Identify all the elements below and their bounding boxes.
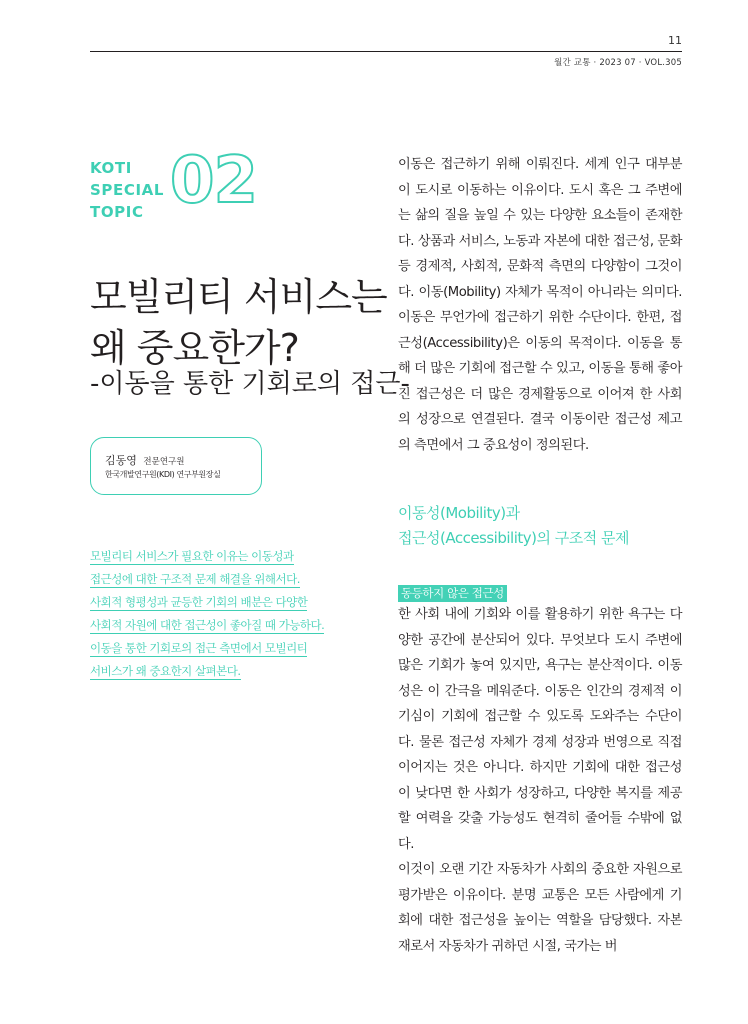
author-name: 김동영 [105, 454, 137, 467]
topic-label-line: SPECIAL [90, 181, 164, 199]
author-organization: 한국개발연구원(KDI) 연구부원장실 [105, 470, 221, 479]
intro-paragraph: 이동은 접근하기 위해 이뤄진다. 세계 인구 대부분이 도시로 이동하는 이유이다. 도시 혹은 그 주변에는 삶의 질을 높일 수 있는 다양한 요소들이 존재한다. 상품과 서비스, 노동과 자본에 대한 접근성, 문화 등 경제적, 사회적, 문화적 측면의 다양함이 그것이다. 이동(Mobility) 자체가 목적이 아니라는 의미다. 이동은 무언가에 접근하기 위한 수단이다. 한편, 접근성(Accessibility)은 이동의 목적이다. 이동을 통해 더 많은 기회에 접근할 수 있고, 이동을 통해 좋아진 접근성은 더 많은 경제활동으로 이어져 한 사회의 성장으로 연결된다. 결국 이동이란 접근성 제고의 측면에서 그 중요성이 정의된다. [398, 157, 682, 453]
running-head: 월간 교통 · 2023 07 · VOL.305 [554, 58, 682, 68]
body-paragraph-1: 한 사회 내에 기회와 이를 활용하기 위한 욕구는 다양한 공간에 분산되어 있다. 무엇보다 도시 주변에 많은 기회가 놓여 있지만, 욕구는 분산적이다. 이동성은 이 간극을 메워준다. 이동은 인간의 경제적 이기심이 기회에 접근할 수 있도록 도와주는 수단이다. 물론 접근성 자체가 경제 성장과 번영으로 직접 이어지는 것은 아니다. 하지만 기회에 대한 접근성이 낮다면 한 사회가 성장하고, 다양한 복지를 제공할 여력을 갖출 가능성도 현격히 줄어들 수밖에 없다. [398, 607, 682, 852]
summary-line: 사회적 형평성과 균등한 기회의 배분은 다양한 [90, 595, 308, 609]
title-line-1: 모빌리티 서비스는 [90, 275, 387, 319]
topic-label-line: KOTI [90, 159, 132, 177]
page-number: 11 [668, 34, 682, 47]
section-heading-line-2: 접근성(Accessibility)의 구조적 문제 [398, 529, 629, 547]
topic-label-line: TOPIC [90, 203, 144, 221]
summary-line: 사회적 자원에 대한 접근성이 좋아질 때 가능하다. [90, 618, 325, 632]
author-box [90, 437, 262, 495]
topic-number: 02 [170, 144, 258, 218]
summary-line: 서비스가 왜 중요한지 살펴본다. [90, 664, 241, 678]
summary-line: 이동을 통한 기회로의 접근 측면에서 모빌리티 [90, 641, 308, 655]
header-rule [90, 51, 682, 52]
summary-line: 모빌리티 서비스가 필요한 이유는 이동성과 [90, 549, 294, 563]
title-line-2: 왜 중요한가? [90, 326, 299, 370]
section-heading-line-1: 이동성(Mobility)과 [398, 504, 520, 522]
section-heading [398, 501, 682, 551]
topic-label [90, 157, 164, 223]
article-title [90, 272, 390, 374]
author-position: 전문연구원 [143, 457, 185, 467]
body-column [398, 152, 682, 959]
subheading-tag: 동등하지 않은 접근성 [398, 585, 507, 602]
summary-lead [90, 545, 375, 683]
body-paragraph-2: 이것이 오랜 기간 자동차가 사회의 중요한 자원으로 평가받은 이유이다. 분명 교통은 모든 사람에게 기회에 대한 접근성을 높이는 역할을 담당했다. 자본재로서 자동차가 귀하던 시절, 국가는 버 [398, 862, 682, 954]
summary-line: 접근성에 대한 구조적 문제 해결을 위해서다. [90, 572, 300, 586]
author-name-line [105, 452, 184, 468]
article-subtitle: -이동을 통한 기회로의 접근- [90, 369, 410, 399]
